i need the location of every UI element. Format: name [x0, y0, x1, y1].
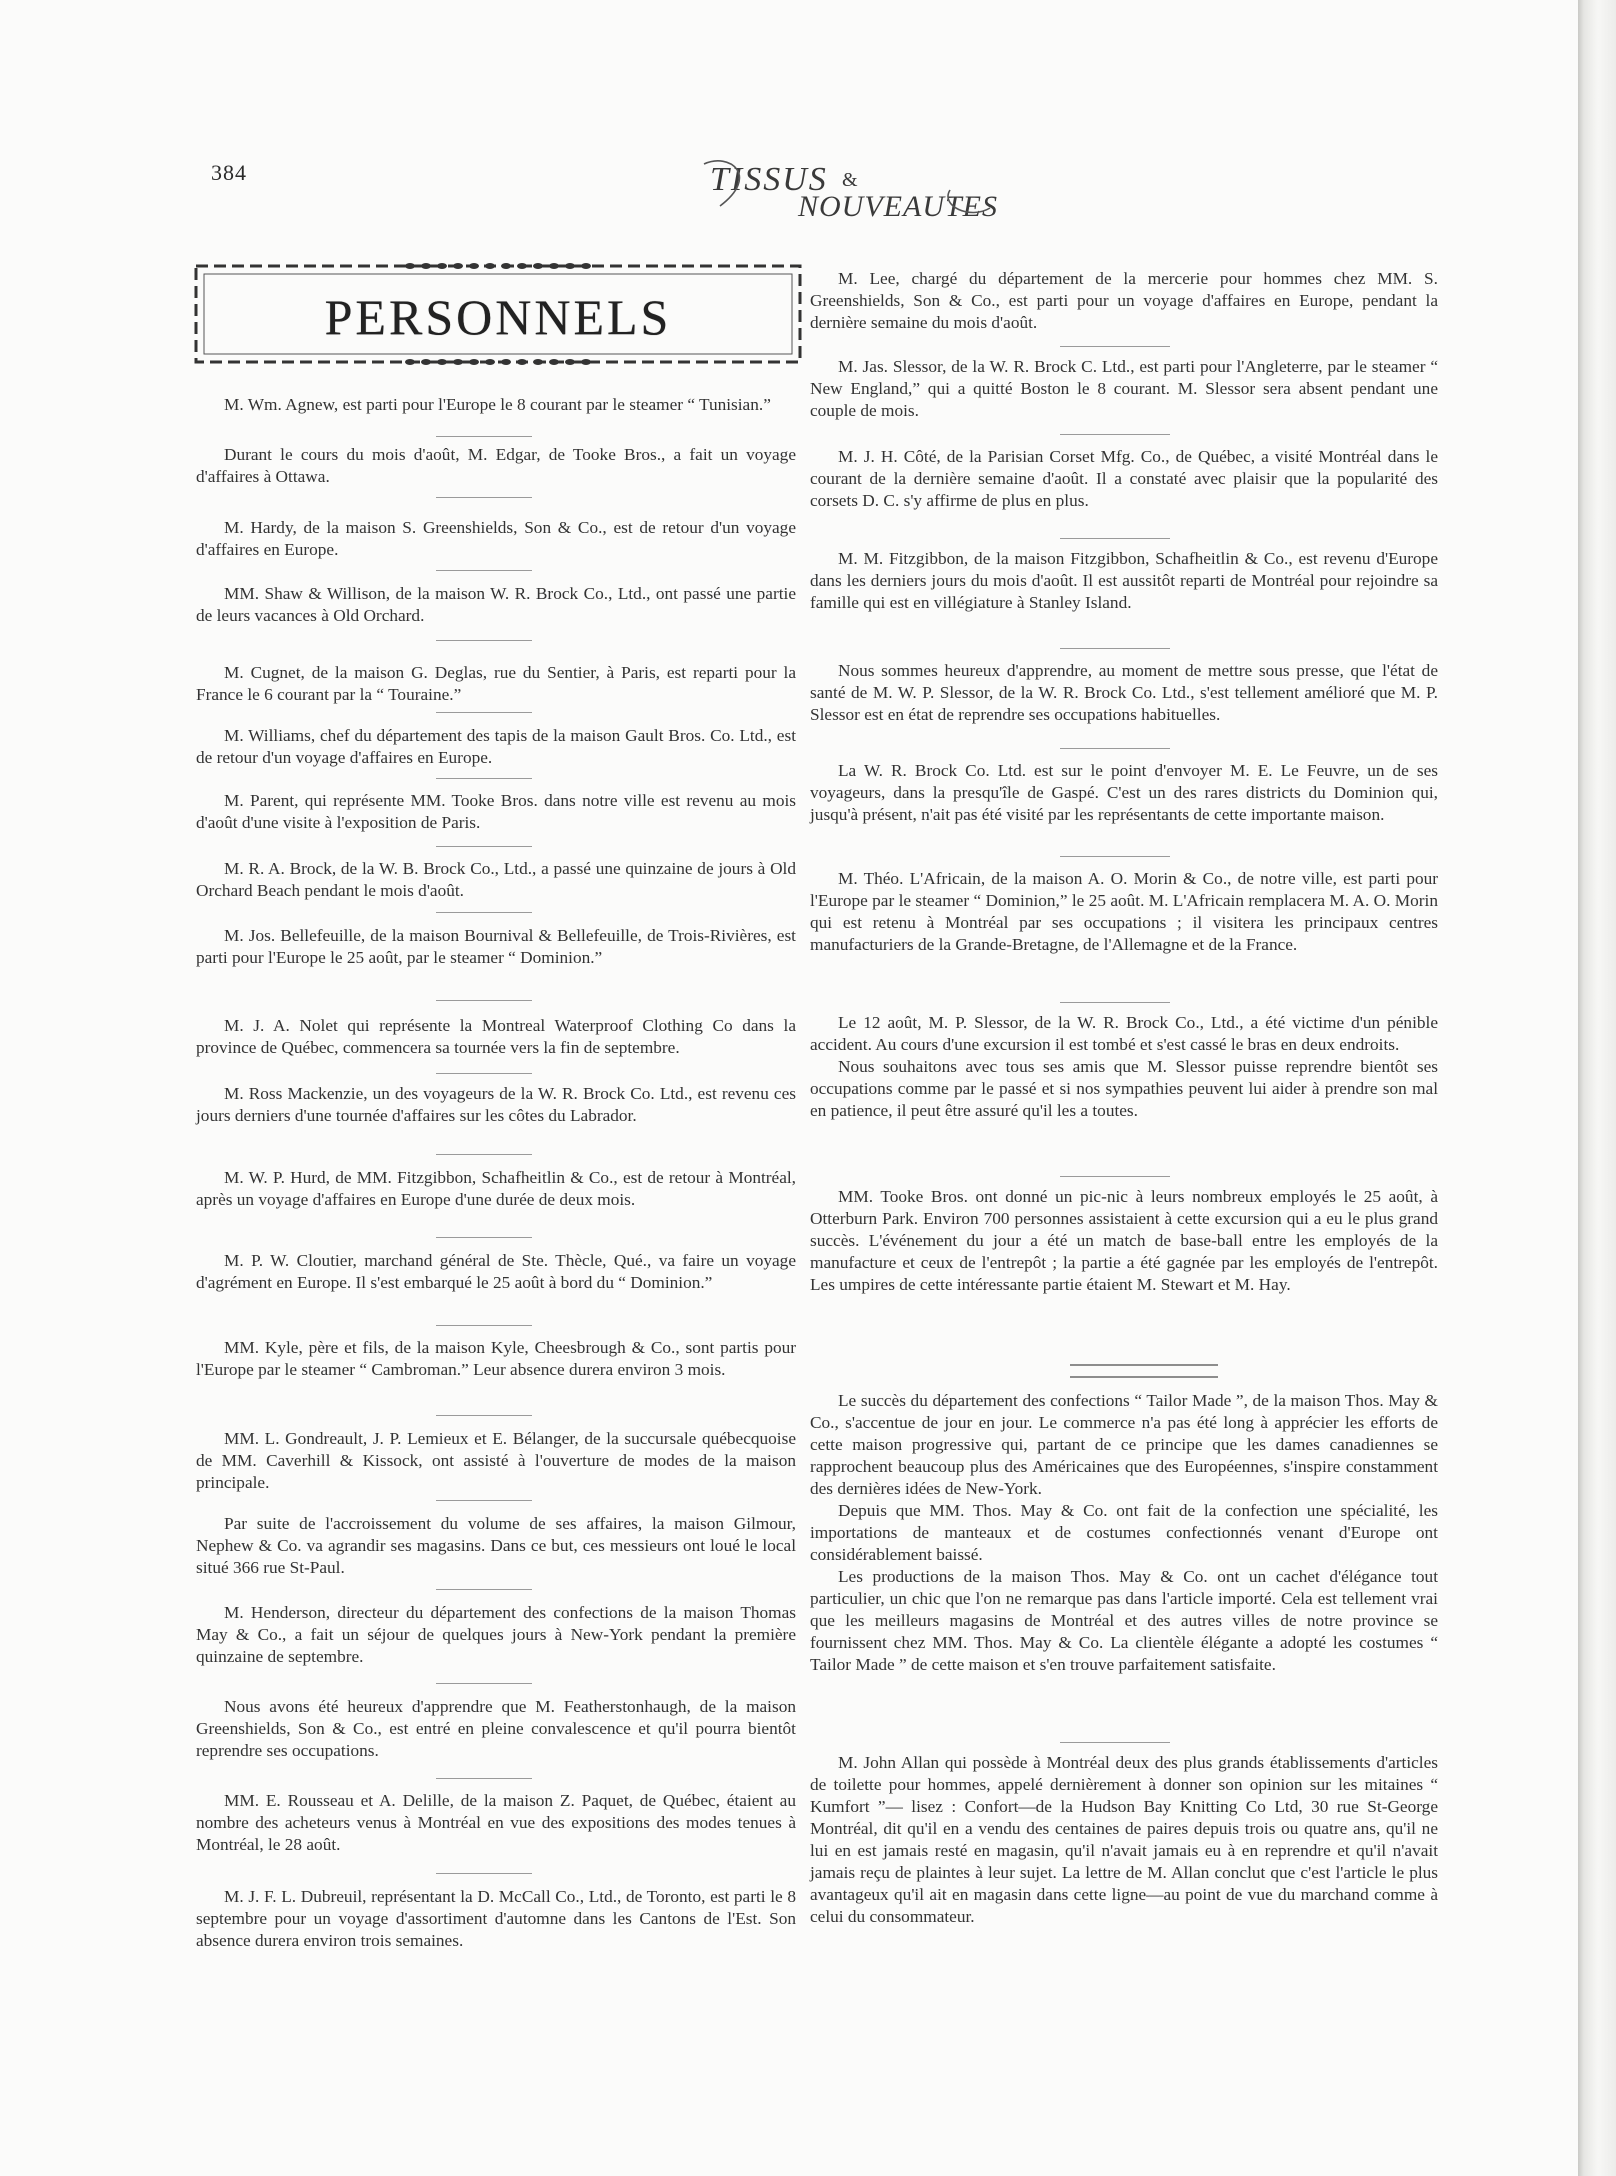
news-item: M. R. A. Brock, de la W. B. Brock Co., Ltd., a passé une quinzaine de jours à Old Orchard Beach pendant le mois d'août. [196, 859, 796, 900]
separator-rule [436, 1873, 532, 1874]
separator-rule [436, 1000, 532, 1001]
separator-rule [436, 712, 532, 713]
separator-rule [1060, 856, 1170, 857]
masthead-logo [700, 146, 1000, 226]
separator-rule [436, 1237, 532, 1238]
news-item: MM. L. Gondreault, J. P. Lemieux et E. Bélanger, de la succursale québecquoise de MM. Caverhill & Kissock, ont assisté à l'ouverture de modes de la maison principale. [196, 1429, 796, 1492]
section-title: PERSONNELS [324, 289, 672, 345]
section-divider-double-rule [1070, 1364, 1218, 1378]
news-item: M. Ross Mackenzie, un des voyageurs de la W. R. Brock Co. Ltd., est revenu ces jours derniers d'une tournée d'affaires sur les côtes du Labrador. [196, 1084, 796, 1125]
separator-rule [1060, 434, 1170, 435]
news-item: MM. Shaw & Willison, de la maison W. R. Brock Co., Ltd., ont passé une partie de leurs vacances à Old Orchard. [196, 584, 796, 625]
separator-rule [1060, 1176, 1170, 1177]
separator-rule [436, 1154, 532, 1155]
separator-rule [436, 1683, 532, 1684]
page-number: 384 [211, 160, 247, 185]
news-item: Par suite de l'accroissement du volume de ses affaires, la maison Gilmour, Nephew & Co. va agrandir ses magasins. Dans ce but, ces messieurs ont loué le local situé 366 rue St-Paul. [196, 1514, 796, 1577]
separator-rule [436, 1325, 532, 1326]
separator-rule [436, 778, 532, 779]
news-item: M. Lee, chargé du département de la mercerie pour hommes chez MM. S. Greenshields, Son & Co., est parti pour un voyage d'affaires en Europe, pendant la dernière semaine du mois d'août. [810, 269, 1438, 332]
separator-rule [436, 1778, 532, 1779]
news-item: M. Parent, qui représente MM. Tooke Bros. dans notre ville est revenu au mois d'août d'une visite à l'exposition de Paris. [196, 791, 796, 832]
separator-rule [436, 436, 532, 437]
separator-rule [436, 497, 532, 498]
separator-rule [436, 640, 532, 641]
news-item: M. Hardy, de la maison S. Greenshields, Son & Co., est de retour d'un voyage d'affaires en Europe. [196, 518, 796, 559]
news-item: Nous sommes heureux d'apprendre, au moment de mettre sous presse, que l'état de santé de M. W. P. Slessor, de la W. R. Brock Co. Ltd., s'est tellement amélioré que M. P. Slessor est en état de reprendre ses occupations habituelles. [810, 661, 1438, 724]
separator-rule [436, 1415, 532, 1416]
news-item: M. Cugnet, de la maison G. Deglas, rue du Sentier, à Paris, est reparti pour la France le 6 courant par la “ Touraine.” [196, 663, 796, 704]
news-item: M. J. F. L. Dubreuil, représentant la D. McCall Co., Ltd., de Toronto, est parti le 8 septembre pour un voyage d'assortiment d'automne dans les Cantons de l'Est. Son absence durera environ trois semaines. [196, 1887, 796, 1950]
masthead-word-2: NOUVEAUTES [798, 190, 998, 223]
news-item: M. J. H. Côté, de la Parisian Corset Mfg. Co., de Québec, a visité Montréal dans le courant de la dernière semaine d'août. Il a constaté avec plaisir que la popularité des corsets D. C. s'y affirme de plus en plus. [810, 447, 1438, 510]
separator-rule [1060, 748, 1170, 749]
news-item: M. John Allan qui possède à Montréal deux des plus grands établissements d'articles de toilette pour hommes, appelé dernièrement à donner son opinion sur les mitaines “ Kumfort ”— lisez : Confort—de la Hudson Bay Knitting Co Ltd, 30 rue St-George Montréal, dit qu'il en a vendu des centaines de paires depuis trois ou quatre ans, qu'il ne lui en est jamais resté en magasin, qu'il n'avait jamais eu à en reprendre et qu'il n'avait jamais reçu de plaintes à leur sujet. La lettre de M. Allan conclut que c'est l'article le plus avantageux qu'il ait en magasin dans cette ligne—au point de vue du marchand comme à celui du consommateur. [810, 1753, 1438, 1926]
separator-rule [1060, 648, 1170, 649]
news-item: M. Wm. Agnew, est parti pour l'Europe le 8 courant par le steamer “ Tunisian.” [224, 395, 771, 414]
news-item: M. Henderson, directeur du département des confections de la maison Thomas May & Co., a fait un séjour de quelques jours à New-York pendant la première quinzaine de septembre. [196, 1603, 796, 1666]
masthead-ampersand: & [842, 169, 858, 191]
separator-rule [1060, 538, 1170, 539]
separator-rule [436, 846, 532, 847]
news-item: M. Jas. Slessor, de la W. R. Brock C. Ltd., est parti pour l'Angleterre, par le steamer “ New England,” qui a quitté Boston le 8 courant. M. Slessor sera absent pendant une couple de mois. [810, 357, 1438, 420]
news-item: MM. Kyle, père et fils, de la maison Kyle, Cheesbrough & Co., sont partis pour l'Europe par le steamer “ Cambroman.” Leur absence durera environ 3 mois. [196, 1338, 796, 1379]
masthead-word-1: TISSUS [710, 161, 828, 198]
news-item: M. W. P. Hurd, de MM. Fitzgibbon, Schafheitlin & Co., est de retour à Montréal, après un voyage d'affaires en Europe d'une durée de deux mois. [196, 1168, 796, 1209]
separator-rule [436, 570, 532, 571]
news-item: Le 12 août, M. P. Slessor, de la W. R. Brock Co., Ltd., a été victime d'un pénible accident. Au cours d'une excursion il est tombé et s'est cassé le bras en deux endroits. Nous souhaitons avec tous ses amis que M. Slessor puisse reprendre bientôt ses occupations comme par le passé et si nos sympathies peuvent lui aider à prendre son mal en patience, il peut être assuré qu'il les a toutes. [810, 1013, 1438, 1120]
news-item: Nous avons été heureux d'apprendre que M. Featherstonhaugh, de la maison Greenshields, Son & Co., est entré en pleine convalescence et qu'il pourra bientôt reprendre ses occupations. [196, 1697, 796, 1760]
separator-rule [436, 1589, 532, 1590]
news-item: M. Jos. Bellefeuille, de la maison Bournival & Bellefeuille, de Trois-Rivières, est parti pour l'Europe le 25 août, par le steamer “ Dominion.” [196, 926, 796, 967]
news-item: M. Théo. L'Africain, de la maison A. O. Morin & Co., de notre ville, est parti pour l'Europe par le steamer “ Dominion,” le 25 août. M. L'Africain remplacera M. A. O. Morin qui est retenu à Montréal par ses occupations ; il visitera les principaux centres manufacturiers de la Grande-Bretagne, de l'Allemagne et de la France. [810, 869, 1438, 954]
news-item: M. Williams, chef du département des tapis de la maison Gault Bros. Co. Ltd., est de retour d'un voyage d'affaires en Europe. [196, 726, 796, 767]
news-item: M. M. Fitzgibbon, de la maison Fitzgibbon, Schafheitlin & Co., est revenu d'Europe dans les derniers jours du mois d'août. Il est aussitôt reparti de Montréal pour rejoindre sa famille qui est en villégiature à Stanley Island. [810, 549, 1438, 612]
news-item: Le succès du département des confections “ Tailor Made ”, de la maison Thos. May & Co., s'accentue de jour en jour. Le commerce n'a pas été long à apprécier les efforts de cette maison progressive qui, partant de ce principe que les dames canadiennes se rapprochent beaucoup plus des Américaines que des Européennes, s'inspire constamment des dernières idées de New-York. Depuis que MM. Thos. May & Co. ont fait de la confection une spécialité, les importations de manteaux et de costumes confectionnés venant d'Europe ont considérablement baissé. Les productions de la maison Thos. May & Co. ont un cachet d'élégance tout particulier, un chic que l'on ne remarque pas dans l'article importé. Cela est tellement vrai que les meilleurs magasins de Montréal et des autres villes de notre province se fournissent chez MM. Thos. May & Co. La clientèle élégante a adopté les costumes “ Tailor Made ” de cette maison et s'en trouve parfaitement satisfaite. [810, 1391, 1438, 1674]
news-item: M. P. W. Cloutier, marchand général de Ste. Thècle, Qué., va faire un voyage d'agrément en Europe. Il s'est embarqué le 25 août à bord du “ Dominion.” [196, 1251, 796, 1292]
separator-rule [1060, 346, 1170, 347]
news-item: MM. E. Rousseau et A. Delille, de la maison Z. Paquet, de Québec, étaient au nombre des acheteurs venus à Montréal en vue des expositions des modes tenues à Montréal, le 28 août. [196, 1791, 796, 1854]
separator-rule [436, 912, 532, 913]
separator-rule [1060, 1742, 1170, 1743]
news-item: MM. Tooke Bros. ont donné un pic-nic à leurs nombreux employés le 25 août, à Otterburn Park. Environ 700 personnes assistaient à cette excursion qui a eu le plus grand succès. L'événement du jour a été un match de base-ball entre les employés de la manufacture et ceux de l'entrepôt ; la partie a été gagnée par les employés de l'entrepôt. Les umpires de cette intéressante partie étaient M. Stewart et M. Hay. [810, 1187, 1438, 1294]
section-header-frame [190, 258, 806, 370]
news-item: Durant le cours du mois d'août, M. Edgar, de Tooke Bros., a fait un voyage d'affaires à Ottawa. [196, 445, 796, 486]
news-item: La W. R. Brock Co. Ltd. est sur le point d'envoyer M. E. Le Feuvre, un de ses voyageurs, dans la presqu'île de Gaspé. C'est un des rares districts du Dominion qui, jusqu'à présent, n'ait pas été visité par les représentants de cette importante maison. [810, 761, 1438, 824]
separator-rule [436, 1500, 532, 1501]
page-edge-shadow [1578, 0, 1616, 2176]
news-item: M. J. A. Nolet qui représente la Montreal Waterproof Clothing Co dans la province de Québec, commencera sa tournée vers la fin de septembre. [196, 1016, 796, 1057]
separator-rule [436, 1073, 532, 1074]
separator-rule [1060, 1002, 1170, 1003]
